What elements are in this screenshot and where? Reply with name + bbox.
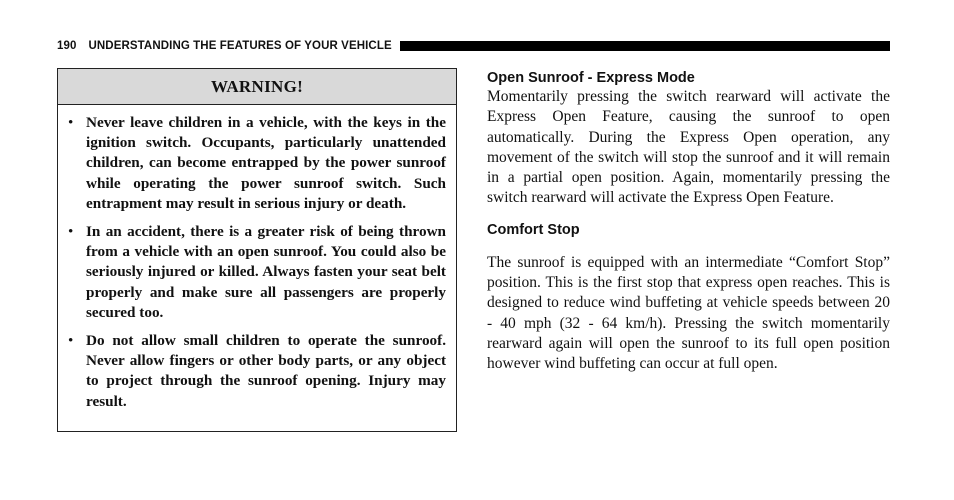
page-header [57, 38, 890, 54]
warning-item [68, 222, 446, 323]
warning-item-text: In an accident, there is a greater risk of being thrown from a vehicle with an open sunroof. You could also be seriously injured or killed. Always fasten your seat belt properly and make sure all passengers are properly secured too. [86, 223, 446, 321]
bullet-icon: • [68, 332, 74, 350]
page-number: 190 [57, 40, 77, 52]
bullet-icon: • [68, 114, 74, 131]
warning-item [68, 331, 446, 412]
section-body-comfort-stop: The sunroof is equipped with an intermediate “Comfort Stop” position. This is the first stop that express open reaches. This is designed to reduce wind buffeting at vehicle speeds between 20 - 40 mph (32 - 64 km/h). Pressing the switch momentarily rearward again will open the sunroof to its full open position however wind buffeting can occur at full open. [487, 253, 890, 373]
section-heading-comfort-stop: Comfort Stop [487, 221, 580, 238]
warning-box [57, 68, 457, 432]
warning-item [68, 113, 446, 214]
section-heading-express-mode: Open Sunroof - Express Mode [487, 70, 695, 86]
section-title: UNDERSTANDING THE FEATURES OF YOUR VEHICLE [88, 40, 392, 52]
warning-item-text: Never leave children in a vehicle, with the keys in the ignition switch. Occupants, particularly unattended children, can become entrapped by the power sunroof while operating the power sunroof switch. Such entrapment may result in serious injury or death. [86, 114, 446, 212]
header-rule [400, 41, 890, 51]
bullet-icon: • [68, 223, 74, 241]
warning-title: WARNING! [58, 69, 456, 105]
warning-item-text: Do not allow small children to operate the sunroof. Never allow fingers or other body parts, or any object to project through the sunroof opening. Injury may result. [86, 332, 446, 410]
warning-list [58, 105, 456, 412]
section-body-express-mode: Momentarily pressing the switch rearward will activate the Express Open Feature, causing the sunroof to open automatically. During the Express Open operation, any movement of the switch will stop the sunroof and it will remain in a partial open position. Again, momentarily pressing the switch rearward will activate the Express Open Feature. [487, 88, 890, 207]
right-column [487, 68, 890, 375]
